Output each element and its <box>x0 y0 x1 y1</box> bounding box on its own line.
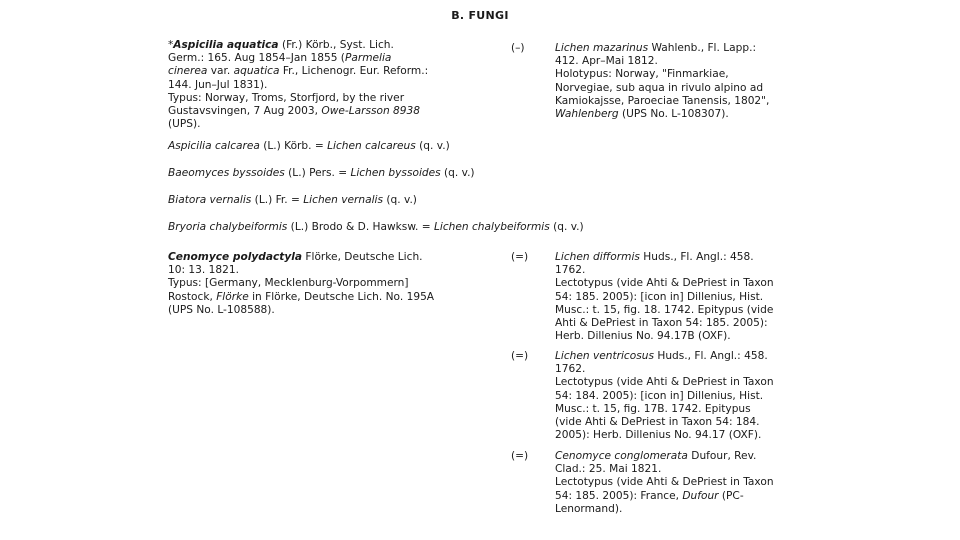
text-line <box>555 304 774 317</box>
text-run: Lichen vernalis <box>303 194 384 206</box>
text-line <box>555 68 769 81</box>
text-run: Germ.: 165. Aug 1854–Jan 1855 ( <box>168 52 345 65</box>
text-run: (Fr.) Körb., Syst. Lich. <box>278 39 394 51</box>
synonym-marker-ventricosus: (=) <box>511 350 529 362</box>
entry-baeomyces-byssoides <box>168 167 475 180</box>
text-line <box>168 251 434 264</box>
text-run: Musc.: t. 15, fig. 18. 1742. Epitypus (vide <box>555 303 774 316</box>
text-line <box>555 403 774 416</box>
text-run: Bryoria chalybeiformis <box>168 221 288 233</box>
text-run: Herb. Dillenius No. 94.17B (OXF). <box>555 330 731 343</box>
text-run: 2005): Herb. Dillenius No. 94.17 (OXF). <box>555 429 762 442</box>
text-run: Typus: [Germany, Mecklenburg-Vorpommern] <box>168 277 409 290</box>
text-run: Norvegiae, sub aqua in rivulo alpino ad <box>555 81 764 94</box>
text-run: Lectotypus (vide Ahti & DePriest in Taxon <box>555 277 774 290</box>
text-run: (L.) Fr. = <box>251 194 304 206</box>
synonym-marker-conglomerata: (=) <box>511 450 529 462</box>
text-run: Rostock, <box>168 290 217 303</box>
text-run: Aspicilia aquatica <box>173 39 279 51</box>
text-run: (q. v.) <box>415 140 450 152</box>
text-line <box>555 95 769 108</box>
text-line <box>555 450 774 463</box>
text-run: aquatica <box>233 65 280 78</box>
text-line <box>555 363 774 376</box>
text-run: Lichen calcareus <box>327 140 416 152</box>
text-line <box>168 92 428 105</box>
text-line <box>168 79 428 92</box>
text-run: 54: 185. 2005): [icon in] Dillenius, Hist. <box>555 290 764 303</box>
text-line <box>168 277 434 290</box>
entry-lichen-difformis <box>555 251 774 343</box>
text-run: Gustavsvingen, 7 Aug 2003, <box>168 105 322 118</box>
text-run: Wahlenb., Fl. Lapp.: <box>648 42 757 54</box>
text-line <box>168 52 428 65</box>
synonym-marker-difformis: (=) <box>511 251 529 263</box>
text-line <box>555 42 769 55</box>
entry-aspicilia-aquatica <box>168 39 428 131</box>
text-run: Lectotypus (vide Ahti & DePriest in Taxon <box>555 376 774 389</box>
text-run: cinerea <box>168 65 208 78</box>
text-run: Cenomyce conglomerata <box>555 450 688 462</box>
text-run: Flörke <box>216 290 249 303</box>
text-line <box>555 251 774 264</box>
text-run: (PC- <box>718 489 744 502</box>
text-run: var. <box>207 65 234 78</box>
text-run: (q. v.) <box>549 221 584 233</box>
text-run: Kamiokajsse, Paroeciae Tanensis, 1802", <box>555 94 770 107</box>
page-title: B. FUNGI <box>451 9 509 22</box>
text-run: Typus: Norway, Troms, Storfjord, by the river <box>168 91 405 104</box>
entry-cenomyce-conglomerata <box>555 450 774 516</box>
text-line <box>168 304 434 317</box>
text-run: Lenormand). <box>555 502 623 515</box>
text-run: Baeomyces byssoides <box>168 167 285 179</box>
text-run: Musc.: t. 15, fig. 17B. 1742. Epitypus <box>555 402 751 415</box>
text-run: Ahti & DePriest in Taxon 54: 185. 2005): <box>555 317 768 330</box>
text-run: Lichen byssoides <box>350 167 441 179</box>
entry-biatora-vernalis <box>168 194 417 207</box>
text-run: Holotypus: Norway, "Finmarkiae, <box>555 68 729 81</box>
text-run: Clad.: 25. Mai 1821. <box>555 463 662 476</box>
text-run: in Flörke, Deutsche Lich. No. 195A <box>248 290 435 303</box>
text-line <box>168 65 428 78</box>
text-run: * <box>168 39 174 51</box>
entry-bryoria-chalybeiformis <box>168 221 584 234</box>
text-run: (vide Ahti & DePriest in Taxon 54: 184. <box>555 416 760 429</box>
text-run: Huds., Fl. Angl.: 458. <box>654 350 768 362</box>
text-line <box>555 108 769 121</box>
text-run: 10: 13. 1821. <box>168 264 239 277</box>
text-line <box>555 350 774 363</box>
text-line <box>168 140 450 153</box>
text-run: Lectotypus (vide Ahti & DePriest in Taxon <box>555 476 774 489</box>
entry-aspicilia-calcarea <box>168 140 450 153</box>
text-run: Lichen ventricosus <box>555 350 654 362</box>
text-line <box>555 476 774 489</box>
text-run: 144. Jun–Jul 1831). <box>168 78 268 91</box>
text-run: (L.) Pers. = <box>284 167 351 179</box>
text-line <box>555 376 774 389</box>
text-line <box>168 264 434 277</box>
text-line <box>555 277 774 290</box>
text-run: (L.) Körb. = <box>259 140 328 152</box>
entry-lichen-ventricosus <box>555 350 774 442</box>
text-run: Parmelia <box>344 52 392 65</box>
text-run: Lichen mazarinus <box>555 42 649 54</box>
text-run: Huds., Fl. Angl.: 458. <box>639 251 754 263</box>
text-line <box>168 105 428 118</box>
text-run: Dufour, Rev. <box>687 450 757 462</box>
text-run: Dufour <box>682 489 719 502</box>
text-run: Lichen difformis <box>555 251 640 263</box>
text-line <box>555 416 774 429</box>
text-line <box>555 264 774 277</box>
text-line <box>555 55 769 68</box>
text-run: Aspicilia calcarea <box>168 140 260 152</box>
text-run: (UPS No. L-108307). <box>618 108 729 121</box>
text-run: 1762. <box>555 363 586 376</box>
text-run: Flörke, Deutsche Lich. <box>302 251 423 263</box>
text-line <box>555 291 774 304</box>
text-line <box>168 221 584 234</box>
text-line <box>555 390 774 403</box>
text-line <box>555 429 774 442</box>
entry-cenomyce-polydactyla <box>168 251 434 317</box>
text-line <box>555 330 774 343</box>
entry-lichen-mazarinus <box>555 42 769 121</box>
text-run: (q. v.) <box>383 194 417 206</box>
text-line <box>168 39 428 52</box>
text-run: 412. Apr–Mai 1812. <box>555 55 658 68</box>
text-run: (UPS No. L-108588). <box>168 303 275 316</box>
text-line <box>555 490 774 503</box>
text-line <box>168 118 428 131</box>
text-run: Wahlenberg <box>555 108 619 121</box>
text-run: (q. v.) <box>440 167 475 179</box>
text-line <box>555 503 774 516</box>
text-run: 54: 185. 2005): France, <box>555 489 683 502</box>
text-line <box>168 291 434 304</box>
text-run: (UPS). <box>168 118 201 131</box>
text-line <box>168 167 475 180</box>
text-run: 54: 184. 2005): [icon in] Dillenius, Hist. <box>555 389 764 402</box>
text-run: Owe-Larsson 8938 <box>321 105 421 118</box>
text-line <box>168 194 417 207</box>
text-run: Fr., Lichenogr. Eur. Reform.: <box>279 65 429 78</box>
synonym-marker-aquatica: (–) <box>511 42 525 54</box>
text-line <box>555 317 774 330</box>
text-run: 1762. <box>555 264 586 277</box>
text-run: (L.) Brodo & D. Hawksw. = <box>287 221 434 233</box>
text-line <box>555 463 774 476</box>
text-run: Biatora vernalis <box>168 194 252 206</box>
text-run: Cenomyce polydactyla <box>168 251 303 263</box>
text-line <box>555 82 769 95</box>
text-run: Lichen chalybeiformis <box>434 221 550 233</box>
